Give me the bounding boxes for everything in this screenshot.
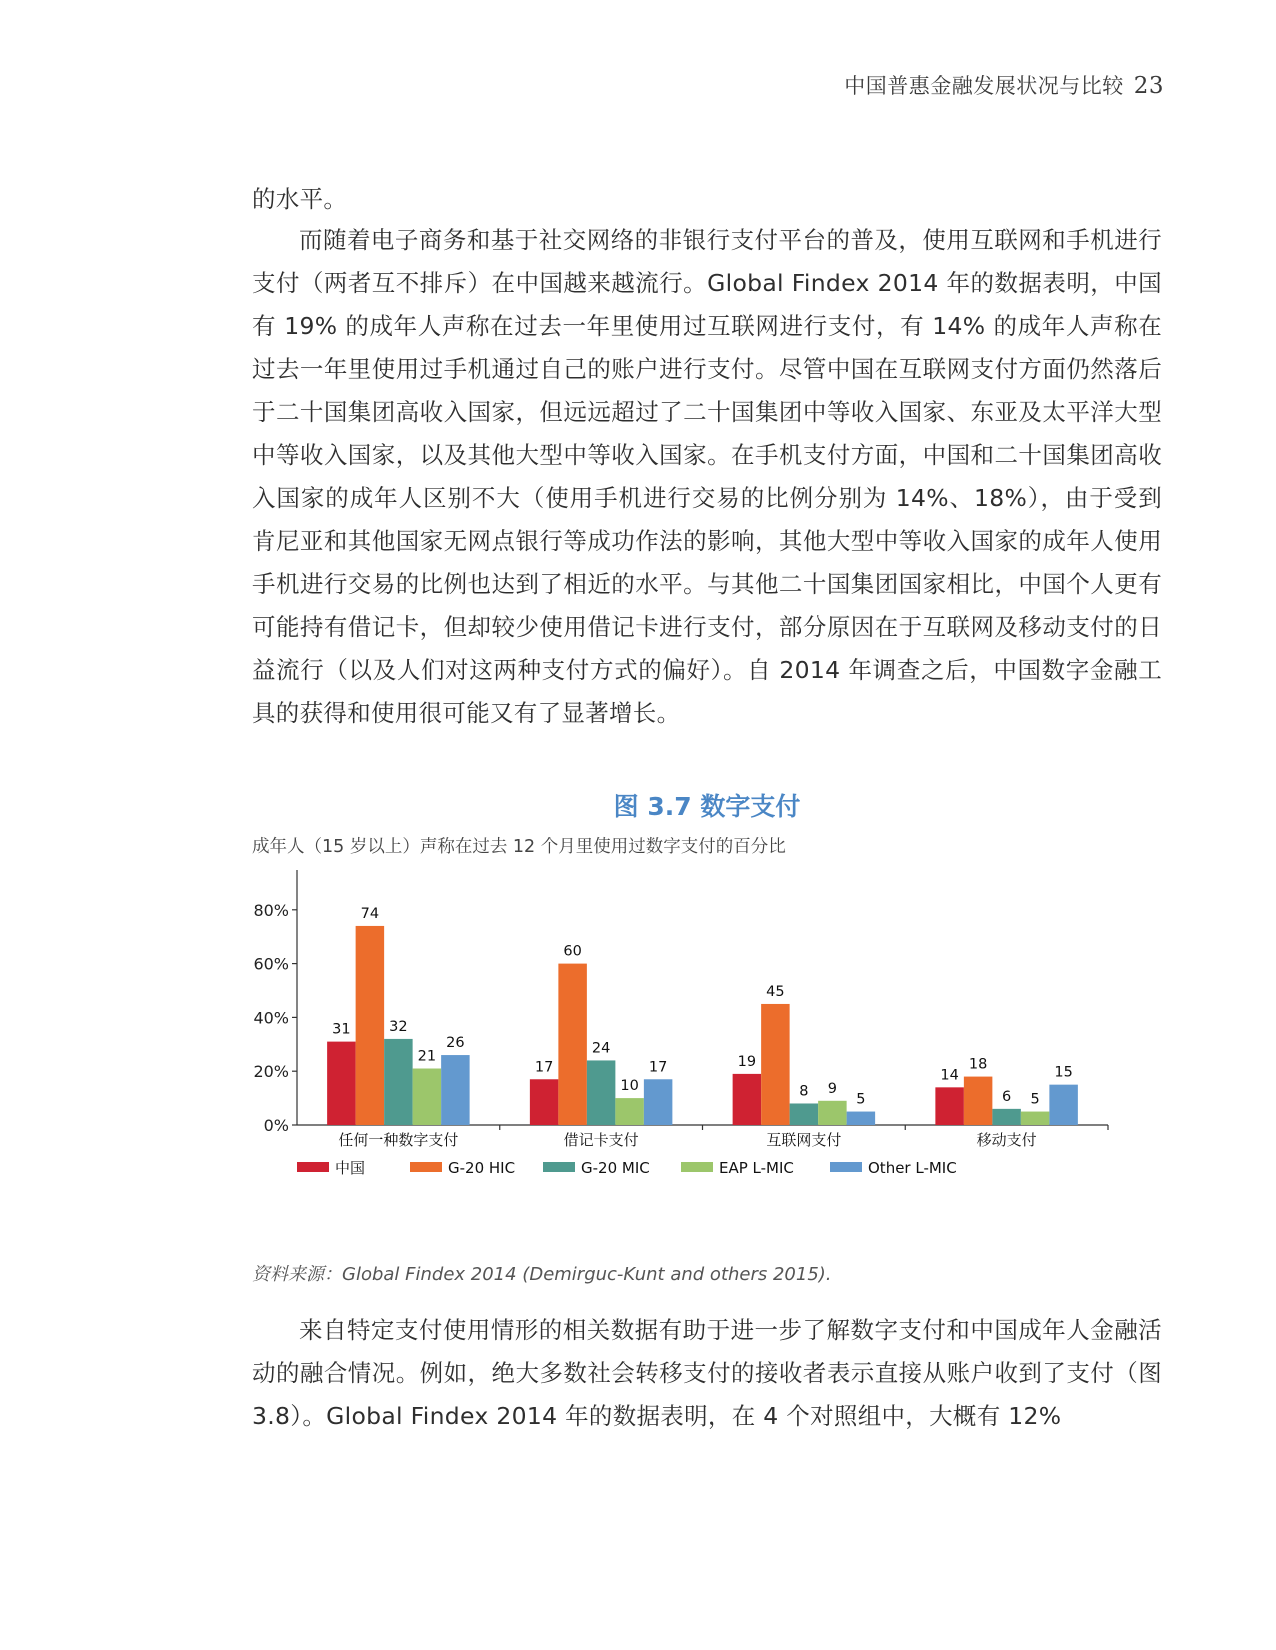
data-label: 18: [968, 1056, 988, 1073]
legend-label: 中国: [335, 1159, 366, 1177]
y-tick-label: 0%: [263, 1116, 289, 1135]
bar: [790, 1103, 819, 1125]
legend-label: EAP L-MIC: [719, 1159, 794, 1177]
legend-label: G-20 MIC: [581, 1159, 650, 1177]
legend-swatch: [543, 1162, 575, 1172]
data-label: 15: [1054, 1064, 1073, 1081]
data-label: 19: [737, 1053, 757, 1070]
x-category-label: 移动支付: [976, 1131, 1037, 1149]
legend-swatch: [681, 1162, 713, 1172]
bar: [587, 1060, 616, 1125]
x-category-label: 互联网支付: [766, 1131, 842, 1149]
y-tick-label: 40%: [253, 1008, 289, 1028]
figure-title: 图 3.7 数字支付: [613, 792, 801, 821]
data-label: 10: [620, 1078, 639, 1095]
bar: [644, 1079, 673, 1125]
bar: [356, 926, 385, 1125]
data-label: 8: [799, 1083, 809, 1100]
data-label: 6: [1002, 1088, 1012, 1105]
bar: [847, 1112, 876, 1125]
y-tick-label: 20%: [253, 1062, 289, 1082]
data-label: 5: [856, 1091, 866, 1108]
data-label: 74: [360, 905, 380, 922]
figure-source: 资料来源：Global Findex 2014 (Demirguc-Kunt and others 2015).: [252, 1264, 832, 1285]
paragraph-payment-usage: 来自特定支付使用情形的相关数据有助于进一步了解数字支付和中国成年人金融活动的融合情况。例如，绝大多数社会转移支付的接收者表示直接从账户收到了支付（图 3.8）。Global Findex 2014 年的数据表明，在 4 个对照组中，大概有 12%: [252, 1316, 1162, 1430]
legend-label: Other L-MIC: [868, 1159, 957, 1177]
bar: [992, 1109, 1021, 1125]
data-label: 31: [332, 1021, 351, 1038]
legend-swatch: [297, 1162, 329, 1172]
bar: [964, 1077, 993, 1125]
bar: [818, 1101, 847, 1125]
data-label: 60: [563, 943, 582, 960]
figure-subtitle: 成年人（15 岁以上）声称在过去 12 个月里使用过数字支付的百分比: [252, 837, 786, 857]
x-category-label: 借记卡支付: [563, 1131, 639, 1149]
paragraph-continuation: 的水平。: [252, 185, 348, 213]
bar: [413, 1069, 442, 1125]
page-number: 23: [1133, 73, 1164, 99]
legend-swatch: [830, 1162, 862, 1172]
page-header: [844, 70, 1164, 100]
bar: [733, 1074, 762, 1125]
x-category-label: 任何一种数字支付: [338, 1131, 459, 1149]
bar: [935, 1087, 964, 1125]
bar-chart: [240, 870, 1140, 1200]
bar: [615, 1098, 644, 1125]
bar: [558, 964, 587, 1125]
paragraph-digital-payments: 而随着电子商务和基于社交网络的非银行支付平台的普及，使用互联网和手机进行支付（两者互不排斥）在中国越来越流行。Global Findex 2014 年的数据表明，中国有 19% 的成年人声称在过去一年里使用过互联网进行支付，有 14% 的成年人声称在过去一年里使用过手机通过自己的账户进行支付。尽管中国在互联网支付方面仍然落后于二十国集团高收入国家，但远远超过了二十国集团中等收入国家、东亚及太平洋大型中等收入国家，以及其他大型中等收入国家。在手机支付方面，中国和二十国集团高收入国家的成年人区别不大（使用手机进行交易的比例分别为 14%、18%），由于受到肯尼亚和其他国家无网点银行等成功作法的影响，其他大型中等收入国家的成年人使用手机进行交易的比例也达到了相近的水平。与其他二十国集团国家相比，中国个人更有可能持有借记卡，但却较少使用借记卡进行支付，部分原因在于互联网及移动支付的日益流行（以及人们对这两种支付方式的偏好）。自 2014 年调查之后，中国数字金融工具的获得和使用很可能又有了显著增长。: [252, 226, 1162, 727]
data-label: 32: [389, 1018, 408, 1035]
bar: [384, 1039, 413, 1125]
data-label: 17: [534, 1059, 554, 1076]
bar: [1021, 1112, 1050, 1125]
y-tick-label: 60%: [253, 954, 289, 974]
data-label: 14: [940, 1067, 959, 1084]
legend-label: G-20 HIC: [448, 1159, 516, 1177]
data-label: 5: [1030, 1091, 1040, 1108]
bar: [327, 1042, 356, 1125]
data-label: 9: [827, 1080, 837, 1097]
bar: [441, 1055, 470, 1125]
data-label: 21: [417, 1048, 437, 1065]
y-tick-label: 80%: [253, 900, 289, 920]
data-label: 17: [648, 1059, 668, 1076]
running-title: 中国普惠金融发展状况与比较: [844, 74, 1124, 98]
bar: [761, 1004, 790, 1125]
data-label: 26: [446, 1035, 465, 1052]
bar: [530, 1079, 559, 1125]
data-label: 24: [591, 1040, 611, 1057]
legend-swatch: [410, 1162, 442, 1172]
data-label: 45: [766, 983, 785, 1000]
bar: [1049, 1085, 1078, 1125]
